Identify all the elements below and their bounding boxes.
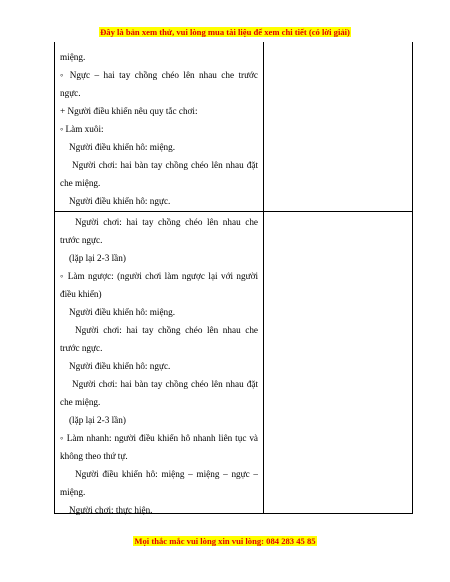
text-line: ◦ Làm xuôi: (60, 124, 104, 134)
text-line: che miệng. (60, 178, 101, 188)
text-line: điều khiển) (60, 289, 102, 299)
preview-notice-banner (0, 27, 450, 37)
left-cell-2 (60, 213, 258, 519)
text-line: + Người điều khiển nêu quy tắc chơi: (60, 106, 198, 116)
text-line: (lặp lại 2-3 lần) (69, 415, 126, 425)
text-line: không theo thứ tự. (60, 451, 128, 461)
text-line: che miệng. (60, 397, 101, 407)
text-line: ngực. (60, 88, 81, 98)
text-line: trước ngực. (60, 343, 103, 353)
left-cell-1 (60, 48, 258, 210)
table-section-1 (54, 42, 413, 212)
text-line: trước ngực. (60, 235, 103, 245)
text-line: Người điều khiển hô: ngực. (69, 196, 171, 206)
text-line: miệng. (60, 487, 86, 497)
preview-notice-text: Đây là bản xem thử, vui lòng mua tài liệu để xem chi tiết (có lời giải) (100, 27, 350, 37)
column-divider (263, 42, 264, 211)
text-line: Người chơi: hai bàn tay chồng chéo lên nhau đặt (72, 379, 258, 389)
text-line: Người điều khiển hô: ngực. (69, 361, 171, 371)
contact-banner (0, 536, 450, 546)
text-line: ◦ Làm nhanh: người điều khiển hô nhanh liên tục và (60, 433, 258, 443)
text-line: ◦ Ngực – hai tay chồng chéo lên nhau che trước (60, 70, 258, 80)
text-line: Người chơi: thực hiện. (69, 505, 153, 515)
text-line: (lặp lại 2-3 lần) (69, 253, 126, 263)
text-line: Người chơi: hai tay chồng chéo lên nhau che (75, 325, 258, 335)
text-line: Người điều khiển hô: miệng – miệng – ngực – (75, 469, 258, 479)
contact-text: Mọi thắc mắc vui lòng xin vui lòng: 084 283 45 85 (134, 536, 316, 546)
text-line: Người điều khiển hô: miệng. (69, 142, 176, 152)
table-section-2 (54, 211, 413, 514)
text-line: Người chơi: hai bàn tay chồng chéo lên nhau đặt (72, 160, 258, 170)
text-line: miệng. (60, 52, 86, 62)
text-line: Người chơi: hai tay chồng chéo lên nhau che (75, 217, 258, 227)
text-line: ◦ Làm ngược: (người chơi làm ngược lại với người (60, 271, 258, 281)
text-line: Người điều khiển hô: miệng. (69, 307, 176, 317)
column-divider (263, 211, 264, 513)
